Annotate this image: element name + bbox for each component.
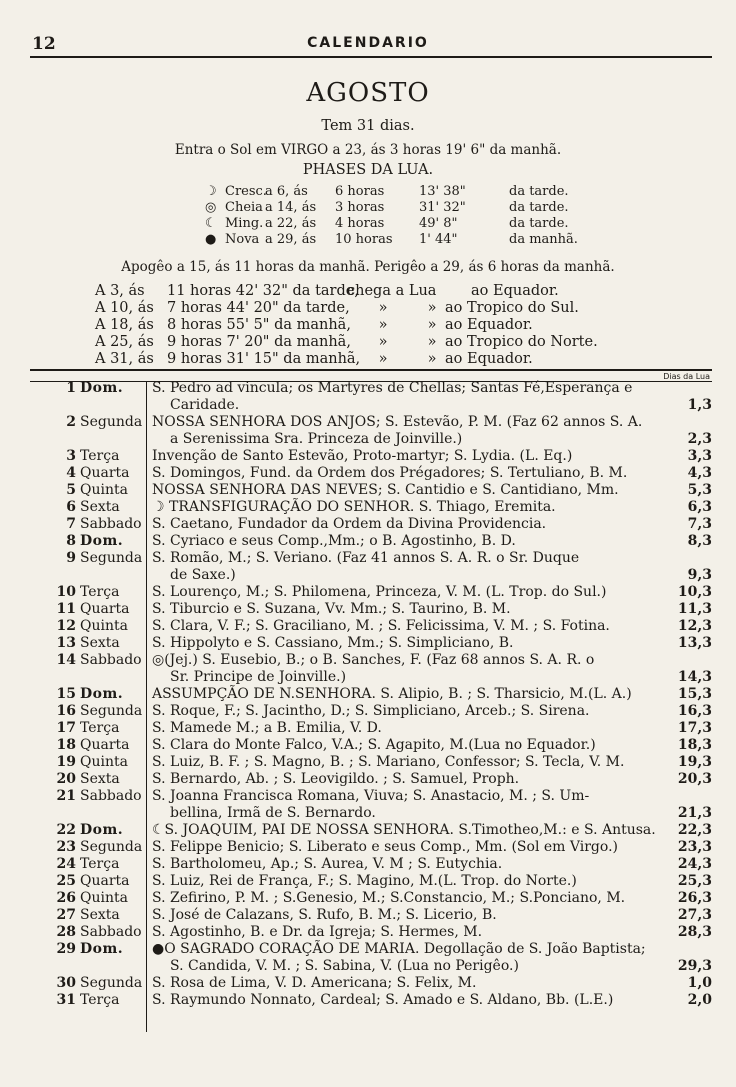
day-number: 28 <box>56 924 76 940</box>
month-title: AGOSTO <box>306 78 430 108</box>
passage-verb: chega a Lua <box>347 283 437 299</box>
saints-line: S. Luiz, Rei de França, F.; S. Magino, M.(L. Trop. do Norte.) <box>152 873 577 889</box>
weekday: Terça <box>80 448 120 464</box>
new-moon-icon: ● <box>205 232 217 247</box>
saints-text <box>152 686 686 703</box>
saints-text <box>152 414 686 448</box>
passage-destination: ao Equador. <box>445 317 533 333</box>
saints-text <box>152 822 686 839</box>
saints-line: S. Clara do Monte Falco, V.A.; S. Agapito, M.(Lua no Equador.) <box>152 737 596 753</box>
day-row <box>0 380 736 414</box>
day-row <box>0 584 736 601</box>
moon-age: 1,0 <box>687 975 712 991</box>
saints-text <box>152 380 686 414</box>
saints-line: a Serenissima Sra. Princeza de Joinville.) <box>170 431 463 447</box>
saints-line: S. Raymundo Nonnato, Cardeal; S. Amado e S. Aldano, Bb. (L.E.) <box>152 992 614 1008</box>
day-row <box>0 771 736 788</box>
passage-day: A 18, ás <box>95 317 154 333</box>
phase-hour: 10 horas <box>335 232 393 247</box>
page-number: 12 <box>32 34 56 54</box>
saints-line: S. Zefirino, P. M. ; S.Genesio, M.; S.Constancio, M.; S.Ponciano, M. <box>152 890 626 906</box>
phase-day: a 22, ás <box>265 216 317 231</box>
moon-age: 16,3 <box>677 703 712 719</box>
passage-row <box>95 300 598 317</box>
day-row <box>0 907 736 924</box>
passage-ditto: » <box>427 334 437 350</box>
phase-minutes: 1' 44" <box>419 232 458 247</box>
saints-line: S. Rosa de Lima, V. D. Americana; S. Felix, M. <box>152 975 477 991</box>
phase-row <box>205 184 578 200</box>
weekday: Quarta <box>80 873 130 889</box>
day-row <box>0 822 736 839</box>
phase-name: Cresc. <box>225 184 267 199</box>
day-row <box>0 788 736 822</box>
day-row <box>0 482 736 499</box>
saints-line: S. Romão, M.; S. Veriano. (Faz 41 annos S. A. R. o Sr. Duque <box>152 550 580 566</box>
day-row <box>0 873 736 890</box>
phase-minutes: 49' 8" <box>419 216 458 231</box>
saints-line: S. Roque, F.; S. Jacintho, D.; S. Simpliciano, Arceb.; S. Sirena. <box>152 703 590 719</box>
passage-ditto: » <box>427 300 437 316</box>
day-number: 20 <box>56 771 76 787</box>
day-number: 19 <box>56 754 76 770</box>
passage-row <box>95 317 598 334</box>
phase-day: a 6, ás <box>265 184 308 199</box>
weekday: Quinta <box>80 890 128 906</box>
day-number: 18 <box>56 737 76 753</box>
moon-age: 21,3 <box>677 805 712 821</box>
moon-age: 8,3 <box>687 533 712 549</box>
weekday: Sabbado <box>80 788 142 804</box>
saints-text <box>152 992 686 1009</box>
day-number: 25 <box>56 873 76 889</box>
day-number: 1 <box>66 380 76 396</box>
day-number: 15 <box>56 686 76 702</box>
saints-line: NOSSA SENHORA DAS NEVES; S. Cantidio e S. Cantidiano, Mm. <box>152 482 619 498</box>
saints-text <box>152 890 686 907</box>
day-row <box>0 992 736 1009</box>
day-number: 17 <box>56 720 76 736</box>
saints-text <box>152 788 686 822</box>
day-number: 2 <box>66 414 76 430</box>
saints-line: S. Hippolyto e S. Cassiano, Mm.; S. Simpliciano, B. <box>152 635 514 651</box>
phase-day: a 29, ás <box>265 232 317 247</box>
passage-verb: » <box>378 300 388 316</box>
saints-line: S. José de Calazans, S. Rufo, B. M.; S. Licerio, B. <box>152 907 497 923</box>
phase-minutes: 13' 38" <box>419 184 466 199</box>
weekday: Sexta <box>80 907 120 923</box>
passage-destination: ao Equador. <box>471 283 559 299</box>
saints-text <box>152 941 686 975</box>
weekday: Segunda <box>80 703 143 719</box>
weekday: Dom. <box>80 686 124 702</box>
passage-row <box>95 351 598 368</box>
day-row <box>0 856 736 873</box>
saints-text <box>152 771 686 788</box>
moon-age: 10,3 <box>677 584 712 600</box>
saints-text <box>152 584 686 601</box>
saints-line: Sr. Principe de Joinville.) <box>170 669 347 685</box>
day-row <box>0 601 736 618</box>
weekday: Sabbado <box>80 924 142 940</box>
saints-text <box>152 499 686 516</box>
passage-day: A 3, ás <box>95 283 145 299</box>
day-number: 11 <box>56 601 76 617</box>
moon-age: 4,3 <box>687 465 712 481</box>
moon-age: 24,3 <box>677 856 712 872</box>
saints-line: Caridade. <box>170 397 240 413</box>
saints-text <box>152 550 686 584</box>
phase-row <box>205 216 578 232</box>
day-row <box>0 686 736 703</box>
day-number: 10 <box>56 584 76 600</box>
day-row <box>0 550 736 584</box>
weekday: Quarta <box>80 737 130 753</box>
weekday: Quarta <box>80 601 130 617</box>
saints-line: Invenção de Santo Estevão, Proto-martyr; S. Lydia. (L. Eq.) <box>152 448 573 464</box>
saints-text <box>152 975 686 992</box>
passage-time: 7 horas 44' 20" da tarde, <box>167 300 350 316</box>
moon-age: 2,3 <box>687 431 712 447</box>
day-number: 21 <box>56 788 76 804</box>
day-number: 12 <box>56 618 76 634</box>
weekday: Dom. <box>80 941 124 957</box>
passage-time: 8 horas 55' 5" da manhã, <box>167 317 351 333</box>
day-number: 30 <box>56 975 76 991</box>
saints-line: S. Bernardo, Ab. ; S. Leovigildo. ; S. Samuel, Proph. <box>152 771 520 787</box>
saints-text <box>152 618 686 635</box>
passage-verb: » <box>378 334 388 350</box>
phase-row <box>205 200 578 216</box>
first-quarter-moon-icon: ☽ <box>205 184 217 199</box>
phase-name: Cheia <box>225 200 263 215</box>
apogee-perigee: Apogêo a 15, ás 11 horas da manhã. Perigêo a 29, ás 6 horas da manhã. <box>121 259 615 275</box>
day-number: 7 <box>66 516 76 532</box>
saints-text <box>152 703 686 720</box>
saints-line: S. Caetano, Fundador da Ordem da Divina Providencia. <box>152 516 547 532</box>
moon-age: 14,3 <box>677 669 712 685</box>
moon-age: 3,3 <box>687 448 712 464</box>
saints-line: S. Clara, V. F.; S. Graciliano, M. ; S. Felicissima, V. M. ; S. Fotina. <box>152 618 610 634</box>
day-number: 22 <box>56 822 76 838</box>
phase-period: da tarde. <box>509 184 569 199</box>
day-number: 29 <box>56 941 76 957</box>
table-top-rule <box>30 369 712 371</box>
moon-age: 11,3 <box>677 601 712 617</box>
day-row <box>0 448 736 465</box>
day-row <box>0 652 736 686</box>
saints-text <box>152 601 686 618</box>
moon-age: 23,3 <box>677 839 712 855</box>
moon-age: 2,0 <box>687 992 712 1008</box>
full-moon-icon: ◎ <box>205 200 217 215</box>
saints-line: S. Cyriaco e seus Comp.,Mm.; o B. Agostinho, B. D. <box>152 533 516 549</box>
sun-entry: Entra o Sol em VIRGO a 23, ás 3 horas 19' 6" da manhã. <box>174 142 562 158</box>
day-number: 14 <box>56 652 76 668</box>
saints-line: S. Tiburcio e S. Suzana, Vv. Mm.; S. Taurino, B. M. <box>152 601 511 617</box>
weekday: Sabbado <box>80 516 142 532</box>
saints-line: S. Pedro ad vincula; os Martyres de Chellas; Santas Fé,Esperança e <box>152 380 633 396</box>
day-row <box>0 414 736 448</box>
saints-text <box>152 652 686 686</box>
saints-text <box>152 737 686 754</box>
day-number: 8 <box>66 533 76 549</box>
passage-day: A 10, ás <box>95 300 154 316</box>
saints-line: S. Domingos, Fund. da Ordem dos Prégadores; S. Tertuliano, B. M. <box>152 465 628 481</box>
day-number: 3 <box>66 448 76 464</box>
passage-ditto: » <box>427 351 437 367</box>
day-number: 6 <box>66 499 76 515</box>
moon-age: 27,3 <box>677 907 712 923</box>
weekday: Segunda <box>80 414 143 430</box>
moon-age: 13,3 <box>677 635 712 651</box>
header-rule <box>30 56 712 58</box>
day-row <box>0 533 736 550</box>
day-row <box>0 703 736 720</box>
moon-age: 5,3 <box>687 482 712 498</box>
day-number: 4 <box>66 465 76 481</box>
day-number: 5 <box>66 482 76 498</box>
saints-text <box>152 839 686 856</box>
day-number: 31 <box>56 992 76 1008</box>
day-row <box>0 737 736 754</box>
saints-line: ASSUMPÇÃO DE N.SENHORA. S. Alipio, B. ; S. Tharsicio, M.(L. A.) <box>152 686 632 702</box>
moon-age: 12,3 <box>677 618 712 634</box>
saints-line: S. Agostinho, B. e Dr. da Igreja; S. Hermes, M. <box>152 924 483 940</box>
day-number: 26 <box>56 890 76 906</box>
passage-verb: » <box>378 317 388 333</box>
day-row <box>0 975 736 992</box>
saints-text <box>152 754 686 771</box>
passage-day: A 25, ás <box>95 334 154 350</box>
saints-line: ◎(Jej.) S. Eusebio, B.; o B. Sanches, F. (Faz 68 annos S. A. R. o <box>152 652 595 668</box>
day-row <box>0 618 736 635</box>
passage-destination: ao Tropico do Norte. <box>445 334 598 350</box>
saints-days-table <box>0 380 736 1009</box>
saints-text <box>152 924 686 941</box>
weekday: Dom. <box>80 533 124 549</box>
moon-age: 19,3 <box>677 754 712 770</box>
moon-passages-table <box>95 283 598 368</box>
weekday: Segunda <box>80 975 143 991</box>
saints-text <box>152 635 686 652</box>
passage-row <box>95 334 598 351</box>
days-count: Tem 31 dias. <box>321 118 415 134</box>
saints-line: S. Candida, V. M. ; S. Sabina, V. (Lua no Perigêo.) <box>170 958 519 974</box>
day-row <box>0 720 736 737</box>
moon-age: 29,3 <box>677 958 712 974</box>
phase-period: da tarde. <box>509 200 569 215</box>
weekday: Sexta <box>80 635 120 651</box>
weekday: Terça <box>80 992 120 1008</box>
day-number: 13 <box>56 635 76 651</box>
moon-age: 1,3 <box>687 397 712 413</box>
passage-destination: ao Tropico do Sul. <box>445 300 579 316</box>
passage-row <box>95 283 598 300</box>
saints-line: S. Joanna Francisca Romana, Viuva; S. Anastacio, M. ; S. Um- <box>152 788 590 804</box>
phase-name: Nova <box>225 232 260 247</box>
saints-line: S. Bartholomeu, Ap.; S. Aurea, V. M ; S. Eutychia. <box>152 856 503 872</box>
saints-text <box>152 516 686 533</box>
weekday: Terça <box>80 720 120 736</box>
phases-title: PHASES DA LUA. <box>302 162 434 178</box>
phase-hour: 3 horas <box>335 200 385 215</box>
saints-text <box>152 448 686 465</box>
day-row <box>0 839 736 856</box>
passage-ditto: » <box>427 317 437 333</box>
day-number: 9 <box>66 550 76 566</box>
saints-text <box>152 720 686 737</box>
day-row <box>0 941 736 975</box>
passage-day: A 31, ás <box>95 351 154 367</box>
running-title: CALENDARIO <box>307 35 429 51</box>
saints-line: ☽ TRANSFIGURAÇÃO DO SENHOR. S. Thiago, Eremita. <box>152 499 556 515</box>
day-number: 16 <box>56 703 76 719</box>
moon-age: 22,3 <box>677 822 712 838</box>
day-row <box>0 499 736 516</box>
weekday: Sexta <box>80 771 120 787</box>
phase-row <box>205 232 578 248</box>
saints-line: S. Mamede M.; a B. Emilia, V. D. <box>152 720 382 736</box>
weekday: Sexta <box>80 499 120 515</box>
saints-text <box>152 873 686 890</box>
phase-period: da tarde. <box>509 216 569 231</box>
day-row <box>0 465 736 482</box>
saints-line: NOSSA SENHORA DOS ANJOS; S. Estevão, P. M. (Faz 62 annos S. A. <box>152 414 643 430</box>
phase-period: da manhã. <box>509 232 578 247</box>
passage-time: 11 horas 42' 32" da tarde, <box>167 283 359 299</box>
saints-line: bellina, Irmã de S. Bernardo. <box>170 805 376 821</box>
saints-text <box>152 533 686 550</box>
saints-line: S. Felippe Benicio; S. Liberato e seus Comp., Mm. (Sol em Virgo.) <box>152 839 618 855</box>
moon-days-header: Dias da Lua <box>663 372 710 381</box>
weekday: Segunda <box>80 839 143 855</box>
passage-destination: ao Equador. <box>445 351 533 367</box>
moon-age: 26,3 <box>677 890 712 906</box>
phase-name: Ming. <box>225 216 264 231</box>
moon-age: 18,3 <box>677 737 712 753</box>
phase-hour: 4 horas <box>335 216 385 231</box>
passage-time: 9 horas 7' 20" da manhã, <box>167 334 351 350</box>
weekday: Quarta <box>80 465 130 481</box>
last-quarter-moon-icon: ☾ <box>205 216 217 231</box>
saints-line: de Saxe.) <box>170 567 236 583</box>
saints-line: ☾S. JOAQUIM, PAI DE NOSSA SENHORA. S.Timotheo,M.: e S. Antusa. <box>152 822 656 838</box>
moon-age: 28,3 <box>677 924 712 940</box>
phase-minutes: 31' 32" <box>419 200 466 215</box>
day-number: 27 <box>56 907 76 923</box>
weekday: Terça <box>80 856 120 872</box>
day-row <box>0 754 736 771</box>
saints-line: S. Luiz, B. F. ; S. Magno, B. ; S. Mariano, Confessor; S. Tecla, V. M. <box>152 754 625 770</box>
day-row <box>0 924 736 941</box>
moon-age: 25,3 <box>677 873 712 889</box>
day-row <box>0 890 736 907</box>
day-number: 23 <box>56 839 76 855</box>
day-row <box>0 635 736 652</box>
moon-age: 7,3 <box>687 516 712 532</box>
saints-line: ●O SAGRADO CORAÇÃO DE MARIA. Degollação de S. João Baptista; <box>152 941 646 957</box>
saints-text <box>152 465 686 482</box>
moon-age: 15,3 <box>677 686 712 702</box>
moon-age: 17,3 <box>677 720 712 736</box>
weekday: Dom. <box>80 822 124 838</box>
weekday: Quinta <box>80 482 128 498</box>
weekday: Dom. <box>80 380 124 396</box>
phase-hour: 6 horas <box>335 184 385 199</box>
weekday: Quinta <box>80 754 128 770</box>
saints-text <box>152 856 686 873</box>
moon-phases-table <box>205 184 578 248</box>
phase-day: a 14, ás <box>265 200 317 215</box>
passage-time: 9 horas 31' 15" da manhã, <box>167 351 361 367</box>
saints-line: S. Lourenço, M.; S. Philomena, Princeza, V. M. (L. Trop. do Sul.) <box>152 584 607 600</box>
passage-verb: » <box>378 351 388 367</box>
moon-age: 20,3 <box>677 771 712 787</box>
weekday: Segunda <box>80 550 143 566</box>
day-number: 24 <box>56 856 76 872</box>
moon-age: 6,3 <box>687 499 712 515</box>
saints-text <box>152 907 686 924</box>
moon-age: 9,3 <box>687 567 712 583</box>
weekday: Terça <box>80 584 120 600</box>
weekday: Quinta <box>80 618 128 634</box>
saints-text <box>152 482 686 499</box>
day-row <box>0 516 736 533</box>
weekday: Sabbado <box>80 652 142 668</box>
